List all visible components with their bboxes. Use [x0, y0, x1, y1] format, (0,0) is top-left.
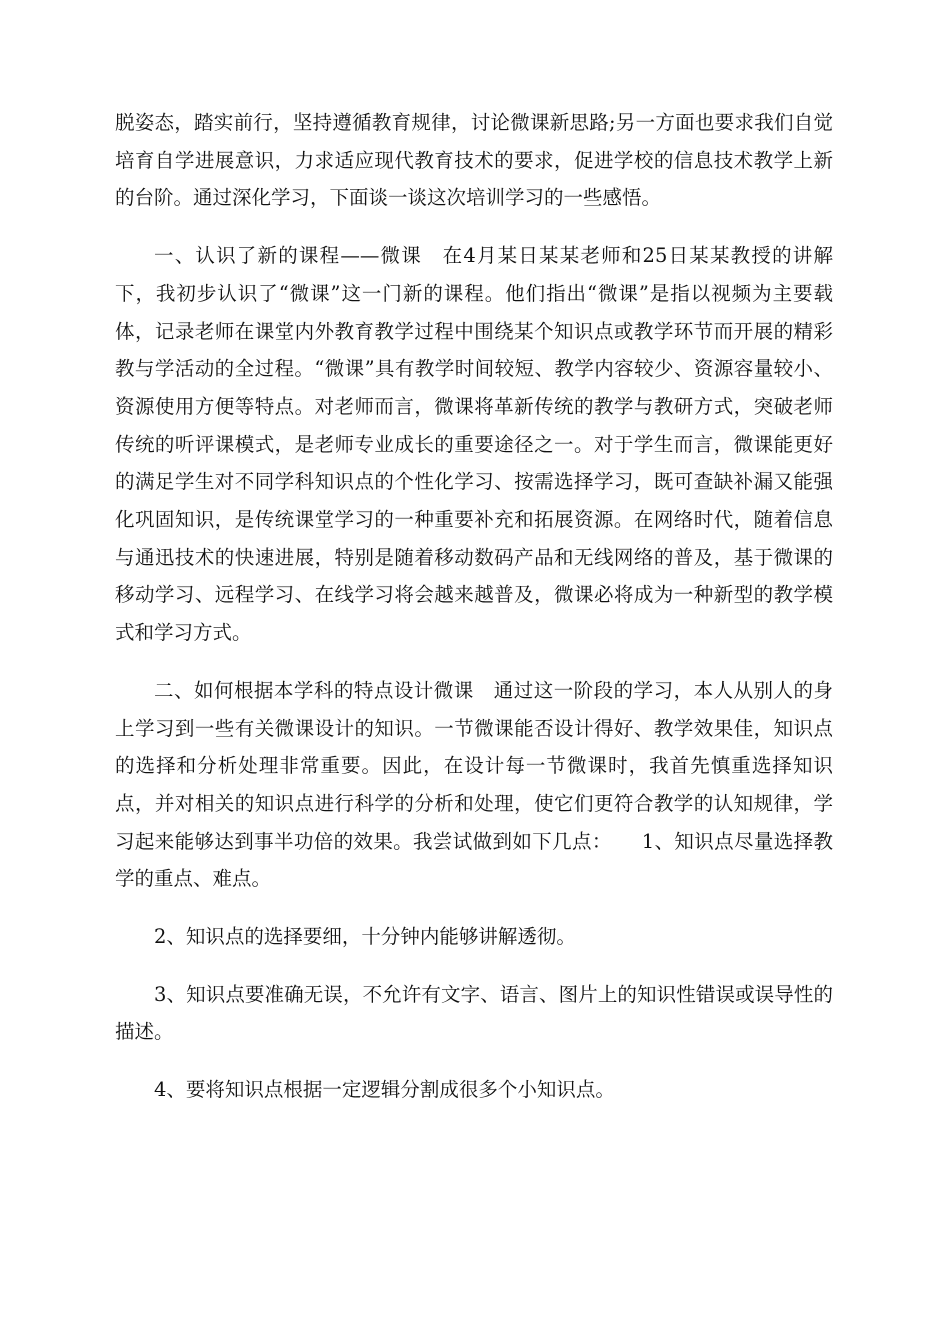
paragraph-continuation: 脱姿态，踏实前行，坚持遵循教育规律，讨论微课新思路;另一方面也要求我们自觉培育自学进展意识，力求适应现代教育技术的要求，促进学校的信息技术教学上新的台阶。通过深化学习，下面谈一谈这次培训学习的一些感悟。	[115, 111, 833, 210]
paragraph-point-three: 3、知识点要准确无误，不允许有文字、语言、图片上的知识性错误或误导性的描述。	[115, 982, 833, 1044]
paragraph-point-two: 2、知识点的选择要细，十分钟内能够讲解透彻。	[154, 925, 576, 949]
paragraph-section-two: 二、如何根据本学科的特点设计微课 通过这一阶段的学习，本人从别人的身上学习到一些有关微课设计的知识。一节微课能否设计得好、教学效果佳，知识点的选择和分析处理非常重要。因此，在设计每一节微课时，我首先慎重选择知识点，并对相关的知识点进行科学的分析和处理，使它们更符合教学的认知规律，学习起来能够达到事半功倍的效果。我尝试做到如下几点： 1、知识点尽量选择教学的重点、难点。	[115, 678, 833, 891]
paragraph-section-one: 一、认识了新的课程——微课 在4月某日某某老师和25日某某教授的讲解下，我初步认识了“微课”这一门新的课程。他们指出“微课”是指以视频为主要载体，记录老师在课堂内外教育教学过程中围绕某个知识点或教学环节而开展的精彩教与学活动的全过程。“微课”具有教学时间较短、教学内容较少、资源容量较小、资源使用方便等特点。对老师而言，微课将革新传统的教学与教研方式，突破老师传统的听评课模式，是老师专业成长的重要途径之一。对于学生而言，微课能更好的满足学生对不同学科知识点的个性化学习、按需选择学习，既可查缺补漏又能强化巩固知识，是传统课堂学习的一种重要补充和拓展资源。在网络时代，随着信息与通迅技术的快速进展，特别是随着移动数码产品和无线网络的普及，基于微课的移动学习、远程学习、在线学习将会越来越普及，微课必将成为一种新型的教学模式和学习方式。	[115, 244, 833, 645]
paragraph-point-four: 4、要将知识点根据一定逻辑分割成很多个小知识点。	[154, 1078, 615, 1102]
document-body	[115, 104, 833, 1129]
